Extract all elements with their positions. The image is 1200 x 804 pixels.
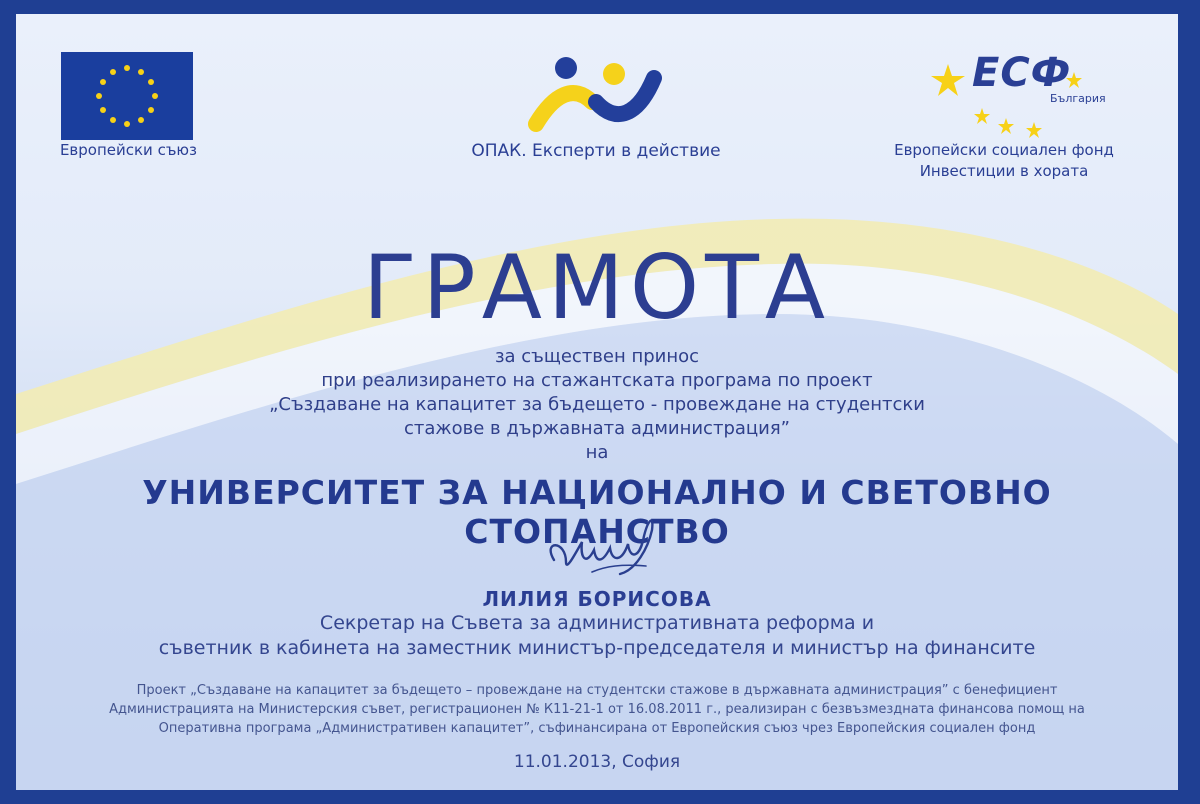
esf-label-line1: Европейски социален фонд (894, 141, 1114, 159)
footnote-line: Администрацията на Министерския съвет, регистрационен № К11-21-1 от 16.08.2011 г., реализиран с безвъзмездната финансова помощ на (109, 702, 1085, 717)
esf-country: България (1050, 92, 1106, 105)
signature-icon (536, 500, 676, 592)
intro-line: при реализирането на стажантската програма по проект (321, 370, 873, 391)
footnote-line: Оперативна програма „Административен капацитет”, съфинансирана от Европейския съюз чрез Европейския социален фонд (158, 721, 1036, 736)
intro-line: на (585, 442, 609, 463)
signer-position (16, 611, 1178, 661)
signer-position-line: Секретар на Съвета за административната реформа и (319, 612, 875, 634)
issue-date: 11.01.2013, София (513, 752, 681, 772)
project-footnote (16, 681, 1178, 738)
signer-position-line: съветник в кабинета на заместник министър-председателя и министър на финансите (158, 637, 1036, 659)
esf-letters: ЕСФ (972, 50, 1072, 96)
intro-line: „Създаване на капацитет за бъдещето - провеждане на студентски (269, 394, 925, 415)
eu-label: Европейски съюз (59, 141, 198, 159)
certificate-title: ГРАМОТА (362, 236, 832, 339)
intro-line: за съществен принос (494, 346, 700, 367)
opak-logo-icon (526, 54, 666, 138)
signer-name: ЛИЛИЯ БОРИСОВА (482, 587, 712, 611)
opak-label: ОПАК. Експерти в действие (471, 141, 721, 161)
footnote-line: Проект „Създаване на капацитет за бъдещето – провеждане на студентски стажове в държавната администрация” с бенефициент (136, 683, 1058, 698)
recipient-name: УНИВЕРСИТЕТ ЗА НАЦИОНАЛНО И СВЕТОВНО СТОПАНСТВО (142, 473, 1052, 551)
certificate (16, 14, 1178, 790)
eu-flag-icon (61, 52, 193, 140)
intro-text (16, 345, 1178, 465)
intro-line: стажове в държавната администрация” (403, 418, 790, 439)
esf-label-line2: Инвестиции в хората (919, 162, 1089, 180)
